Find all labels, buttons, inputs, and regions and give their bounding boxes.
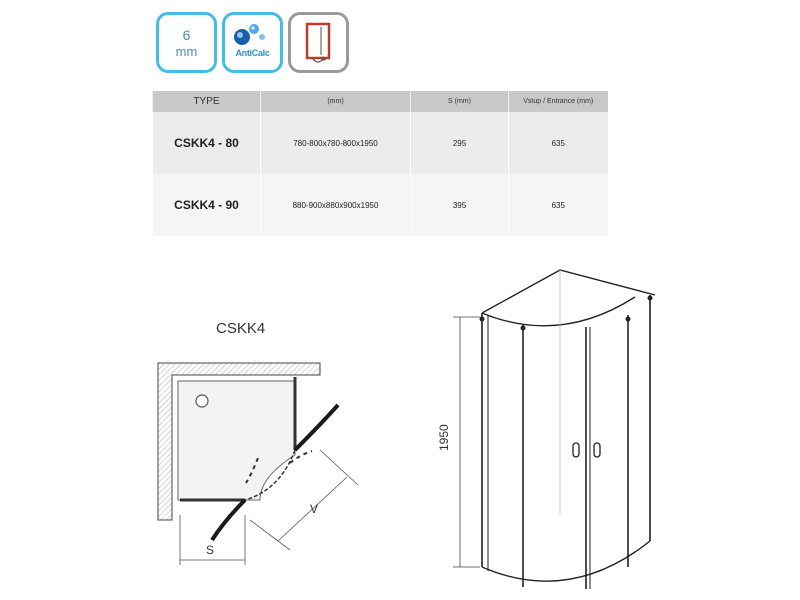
- door-leaf-right: [295, 405, 338, 450]
- dim-extension-line: [320, 450, 358, 485]
- door-handle-icon: [573, 443, 579, 457]
- water-drops-icon: [225, 15, 280, 51]
- shower-enclosure-drawing: [420, 255, 660, 590]
- table-row: [153, 174, 608, 236]
- coating-label: AntiCalc: [235, 48, 270, 58]
- diagram-title: CSKK4: [216, 320, 266, 337]
- hinge-dot: [480, 317, 485, 322]
- col-header-s: S (mm): [411, 91, 509, 112]
- door-leaf-left: [212, 500, 245, 540]
- cell-dimensions: 780-800x780-800x1950: [261, 112, 411, 174]
- label-s: S: [206, 543, 215, 557]
- spec-table: [152, 91, 608, 236]
- hinge-dot: [648, 296, 653, 301]
- cell-type: CSKK4 - 80: [153, 112, 261, 174]
- glass-thickness-badge: [156, 12, 217, 73]
- col-header-entrance: Vstup / Entrance (mm): [509, 91, 608, 112]
- top-curve: [482, 297, 635, 326]
- hinge-dot: [626, 317, 631, 322]
- cell-entrance: 635: [509, 174, 608, 236]
- door-type-badge: [288, 12, 349, 73]
- cell-s: 395: [411, 174, 509, 236]
- height-label: 1950: [437, 424, 451, 451]
- table-header-row: [153, 91, 608, 112]
- anticalc-badge: [222, 12, 283, 73]
- drain-icon: [196, 395, 208, 407]
- table-row: [153, 112, 608, 174]
- label-v: V: [310, 502, 319, 516]
- col-header-type: TYPE: [153, 91, 261, 112]
- cell-s: 295: [411, 112, 509, 174]
- bottom-curve: [482, 541, 650, 581]
- thickness-value: 6: [182, 27, 191, 43]
- cell-type: CSKK4 - 90: [153, 174, 261, 236]
- top-frame: [482, 270, 655, 313]
- hinge-dot: [521, 326, 526, 331]
- cell-dimensions: 880-900x880x900x1950: [261, 174, 411, 236]
- cell-entrance: 635: [509, 112, 608, 174]
- floor-plan-diagram: [150, 355, 385, 575]
- door-handle-icon: [594, 443, 600, 457]
- thickness-unit: mm: [175, 44, 198, 59]
- col-header-dimensions: (mm): [261, 91, 411, 112]
- door-frame-icon: [291, 15, 346, 70]
- shower-tray: [178, 381, 295, 500]
